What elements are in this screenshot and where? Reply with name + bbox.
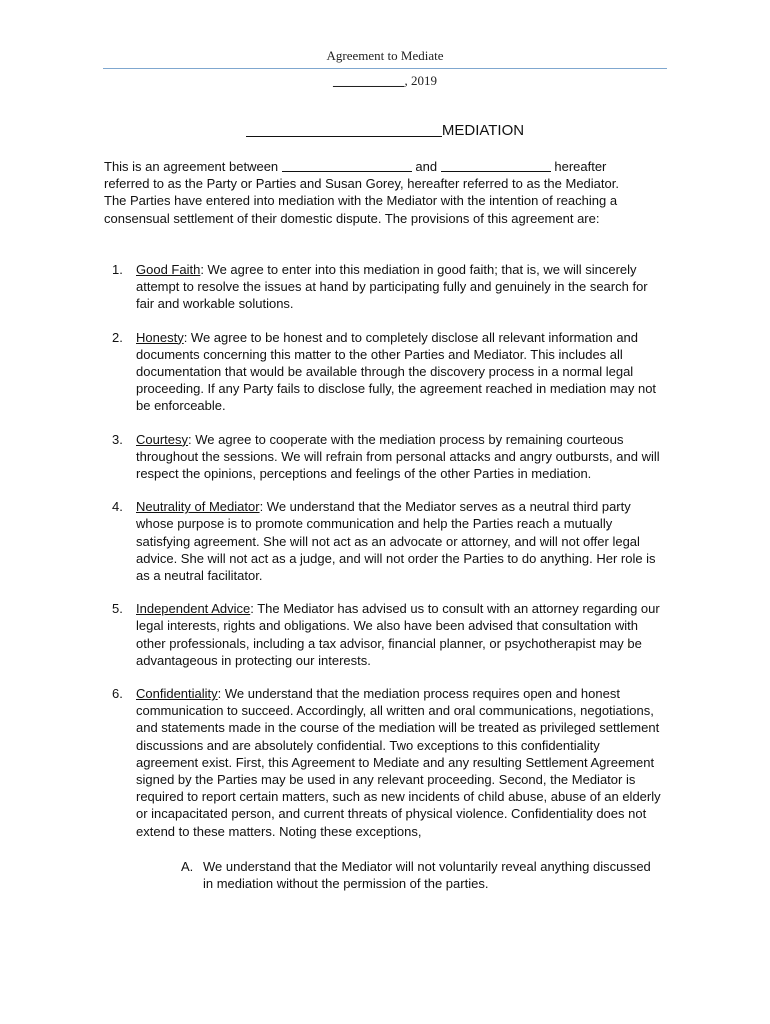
provision-item	[104, 498, 664, 584]
item-number: 4.	[112, 499, 123, 515]
intro-paragraph	[104, 158, 644, 227]
subitem-letter: A.	[181, 858, 194, 874]
sub-provision-item	[181, 858, 664, 892]
intro-text-2: and	[415, 159, 438, 174]
item-number: 6.	[112, 686, 123, 702]
party-two-blank[interactable]	[441, 159, 551, 172]
item-text: : We agree to be honest and to completely disclose all relevant information and documents concerning this matter to the other Parties and Mediator. This includes all documentation that would be available through the discovery process in a normal legal proceeding. If any Party fails to disclose fully, the agreement reached in mediation may not be enforceable.	[136, 329, 657, 414]
item-number: 5.	[112, 601, 123, 617]
page-header-title: Agreement to Mediate	[326, 48, 444, 63]
item-number: 1.	[112, 262, 123, 277]
document-title	[0, 122, 770, 139]
subitem-text: We understand that the Mediator will not voluntarily reveal anything discussed in mediation without the permission of the parties.	[203, 858, 651, 892]
item-term: Neutrality of Mediator	[136, 499, 260, 515]
item-number: 2.	[112, 329, 123, 345]
item-number: 3.	[112, 431, 123, 447]
item-text: : We understand that the Mediator serves as a neutral third party whose purpose is to promote communication and help the Parties reach a mutually satisfying agreement. She will not act as an advocate or attorney, and will not offer legal advice. She will not act as a judge, and will not order the Parties to do anything. Her role is as a neutral facilitator.	[136, 499, 656, 584]
item-text: : We agree to enter into this mediation in good faith; that is, we will sincerely attempt to resolve the issues at hand by participating fully and genuinely in the search for fair and workable solutions.	[136, 262, 648, 312]
provision-item	[104, 261, 664, 313]
date-blank[interactable]: ___________	[333, 73, 405, 88]
item-term: Independent Advice	[136, 601, 251, 617]
party-one-blank[interactable]	[282, 159, 412, 172]
provisions-list	[104, 261, 664, 908]
item-term: Courtesy	[136, 431, 189, 447]
title-blank-line[interactable]	[246, 122, 442, 137]
item-term: Good Faith	[136, 262, 201, 277]
intro-text-3: hereafter referred to as the Party or Parties and Susan Gorey, hereafter referred to as the Mediator. The Parties have entered into mediation with the Mediator with the intention of reaching a consensual settlement of their domestic dispute. The provisions of this agreement are:	[104, 159, 619, 226]
intro-text-1: This is an agreement between	[104, 159, 279, 174]
item-text: : We understand that the mediation process requires open and honest communication to succeed. Accordingly, all written and oral communications, negotiations, and statements made in the course of the mediation will be treated as privileged settlement discussions and are absolutely confidential. Two exceptions to this confidentiality agreement exist. First, this Agreement to Mediate and any resulting Settlement Agreement signed by the Parties may be used in any relevant proceeding. Second, the Mediator is required to report certain matters, such as new incidents of child abuse, abuse of an elderly or incapacitated person, and current threats of physical violence. Confidentiality does not extend to these matters. Noting these exceptions,	[136, 686, 661, 839]
item-text: : We agree to cooperate with the mediation process by remaining courteous throughout the sessions. We will refrain from personal attacks and angry outbursts, and will respect the opinions, perceptions and feelings of the other Parties in mediation.	[136, 431, 660, 482]
provision-item	[104, 431, 664, 483]
header-date	[0, 73, 770, 89]
provision-item	[104, 600, 664, 669]
provision-item	[104, 329, 664, 415]
item-term: Honesty	[136, 329, 184, 345]
item-term: Confidentiality	[136, 686, 218, 702]
header-divider	[103, 68, 667, 69]
provision-item	[104, 685, 664, 892]
date-year: , 2019	[404, 73, 437, 88]
document-title-text: MEDIATION	[441, 122, 525, 139]
item-text: : The Mediator has advised us to consult with an attorney regarding our legal interests, rights and obligations. We also have been advised that consultation with other professionals, including a tax advisor, financial planner, or psychotherapist may be advantageous in protecting our interests.	[136, 601, 660, 668]
